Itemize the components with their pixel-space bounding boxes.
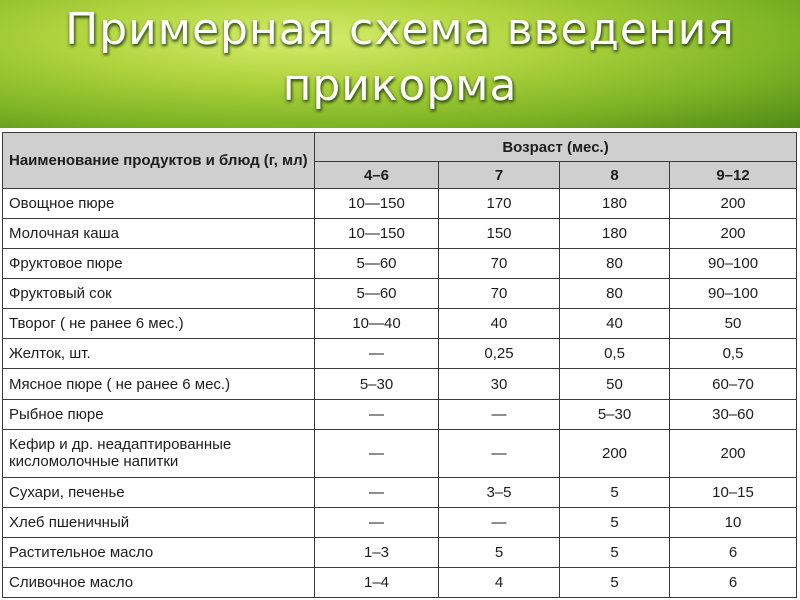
amount-cell: 0,5 — [670, 339, 797, 369]
amount-cell: 5 — [560, 477, 670, 507]
table-row — [3, 189, 797, 219]
amount-cell: 150 — [439, 219, 560, 249]
product-name-cell: Сливочное масло — [3, 567, 315, 597]
amount-cell: 5–30 — [560, 399, 670, 429]
product-name-cell: Растительное масло — [3, 537, 315, 567]
table-row — [3, 369, 797, 399]
amount-cell: — — [439, 507, 560, 537]
product-name-cell: Рыбное пюре — [3, 399, 315, 429]
amount-cell: 5 — [439, 537, 560, 567]
amount-cell: 200 — [670, 219, 797, 249]
amount-cell: 70 — [439, 279, 560, 309]
amount-cell: 5–30 — [315, 369, 439, 399]
table-body — [3, 189, 797, 598]
product-name-header: Наименование продуктов и блюд (г, мл) — [3, 133, 315, 189]
amount-cell: 40 — [439, 309, 560, 339]
amount-cell: 70 — [439, 249, 560, 279]
age-column-header: 8 — [560, 162, 670, 189]
amount-cell: — — [315, 399, 439, 429]
table-sheet — [0, 128, 800, 600]
product-name-cell: Фруктовое пюре — [3, 249, 315, 279]
amount-cell: 180 — [560, 189, 670, 219]
amount-cell: 1–3 — [315, 537, 439, 567]
title-line-2: прикорма — [282, 60, 518, 111]
age-column-header: 4–6 — [315, 162, 439, 189]
product-name-cell: Хлеб пшеничный — [3, 507, 315, 537]
amount-cell: 90–100 — [670, 249, 797, 279]
table-row — [3, 219, 797, 249]
table-row — [3, 507, 797, 537]
table-row — [3, 309, 797, 339]
product-name-cell: Творог ( не ранее 6 мес.) — [3, 309, 315, 339]
amount-cell: 50 — [670, 309, 797, 339]
age-column-header: 7 — [439, 162, 560, 189]
product-name-cell: Желток, шт. — [3, 339, 315, 369]
amount-cell: 0,25 — [439, 339, 560, 369]
amount-cell: — — [439, 399, 560, 429]
amount-cell: 10–15 — [670, 477, 797, 507]
amount-cell: 200 — [670, 429, 797, 477]
amount-cell: 10 — [670, 507, 797, 537]
product-name-cell: Кефир и др. неадаптированные кисломолочные напитки — [3, 429, 315, 477]
amount-cell: 60–70 — [670, 369, 797, 399]
amount-cell: 40 — [560, 309, 670, 339]
table-row — [3, 567, 797, 597]
amount-cell: 5—60 — [315, 249, 439, 279]
amount-cell: — — [315, 339, 439, 369]
table-row — [3, 249, 797, 279]
title-banner — [0, 0, 800, 128]
amount-cell: 200 — [560, 429, 670, 477]
amount-cell: 30–60 — [670, 399, 797, 429]
amount-cell: 30 — [439, 369, 560, 399]
amount-cell: — — [439, 429, 560, 477]
amount-cell: 10—150 — [315, 189, 439, 219]
table-row — [3, 339, 797, 369]
product-name-cell: Сухари, печенье — [3, 477, 315, 507]
amount-cell: 10—40 — [315, 309, 439, 339]
amount-cell: 1–4 — [315, 567, 439, 597]
amount-cell: 10—150 — [315, 219, 439, 249]
amount-cell: 4 — [439, 567, 560, 597]
amount-cell: — — [315, 507, 439, 537]
amount-cell: 6 — [670, 537, 797, 567]
amount-cell: 5 — [560, 537, 670, 567]
amount-cell: 0,5 — [560, 339, 670, 369]
amount-cell: 50 — [560, 369, 670, 399]
feeding-schedule-table — [2, 132, 797, 598]
amount-cell: 5 — [560, 507, 670, 537]
title-line-1: Примерная схема введения — [65, 4, 735, 55]
table-row — [3, 399, 797, 429]
table-row — [3, 279, 797, 309]
page-title — [0, 2, 800, 114]
product-name-cell: Молочная каша — [3, 219, 315, 249]
amount-cell: 6 — [670, 567, 797, 597]
table-row — [3, 477, 797, 507]
product-name-cell: Фруктовый сок — [3, 279, 315, 309]
amount-cell: 80 — [560, 279, 670, 309]
product-name-cell: Мясное пюре ( не ранее 6 мес.) — [3, 369, 315, 399]
amount-cell: 80 — [560, 249, 670, 279]
amount-cell: 180 — [560, 219, 670, 249]
product-name-cell: Овощное пюре — [3, 189, 315, 219]
amount-cell: 200 — [670, 189, 797, 219]
age-header: Возраст (мес.) — [315, 133, 797, 162]
amount-cell: 5—60 — [315, 279, 439, 309]
amount-cell: — — [315, 429, 439, 477]
age-column-header: 9–12 — [670, 162, 797, 189]
table-row — [3, 429, 797, 477]
amount-cell: 3–5 — [439, 477, 560, 507]
amount-cell: — — [315, 477, 439, 507]
amount-cell: 5 — [560, 567, 670, 597]
table-row — [3, 537, 797, 567]
amount-cell: 170 — [439, 189, 560, 219]
amount-cell: 90–100 — [670, 279, 797, 309]
